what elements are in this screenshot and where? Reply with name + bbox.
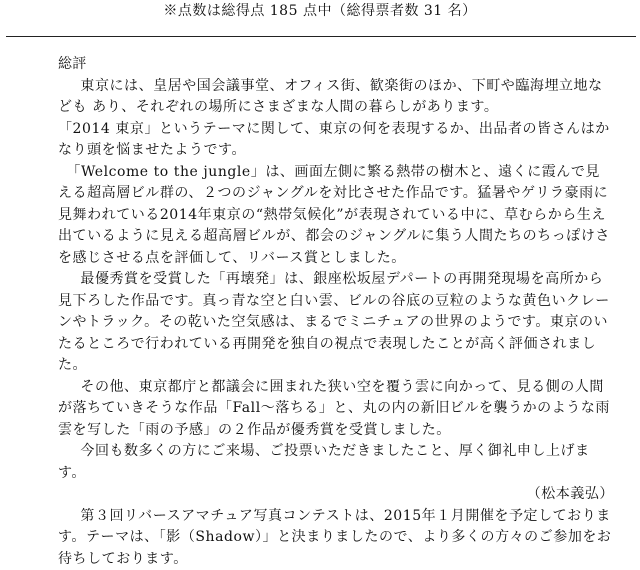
horizontal-divider — [6, 36, 636, 37]
score-note: ※点数は総得点 185 点中（総得票者数 31 名） — [0, 2, 640, 20]
review-body — [58, 54, 614, 570]
section-title: 総評 — [58, 54, 614, 76]
review-paragraph: 「2014 東京」というテーマに関して、東京の何を表現するか、出品者の皆さんはかなり頭を悩ませたようです。 — [58, 119, 614, 162]
signature: （松本義弘） — [58, 484, 614, 506]
review-paragraph: 最優秀賞を受賞した「再壊発」は、銀座松坂屋デパートの再開発現場を高所から見下ろした作品です。真っ青な空と白い雲、ビルの谷底の豆粒のような黄色いクレーンやトラック。その乾いた空気感は、まるでミニチュアの世界のようです。東京のいたるところで行われている再開発を独自の視点で表現したことが高く評価されました。 — [58, 269, 614, 377]
announcement-paragraph: 第３回リバースアマチュア写真コンテストは、2015年１月開催を予定しております。テーマは、「影（Shadow）」と決まりましたので、より多くの方々のご参加をお待ちしております。 — [58, 506, 614, 570]
review-paragraph: 「Welcome to the jungle」は、画面左側に繁る熱帯の樹木と、遠くに霞んで見える超高層ビル群の、２つのジャングルを対比させた作品です。猛暑やゲリラ豪雨に見舞われている2014年東京の“熱帯気候化”が表現されている中に、草むらから生え出ているように見える超高層ビルが、都会のジャングルに集う人間たちのちっぽけさを感じさせる点を評価して、リバース賞としました。 — [58, 162, 614, 270]
review-paragraph: 今回も数多くの方にご来場、ご投票いただきましたこと、厚く御礼申し上げます。 — [58, 441, 614, 484]
review-paragraph: その他、東京都庁と都議会に囲まれた狭い空を覆う雲に向かって、見る側の人間が落ちていきそうな作品「Fall〜落ちる」と、丸の内の新旧ビルを襲うかのような雨雲を写した「雨の予感」の２作品が優秀賞を受賞しました。 — [58, 377, 614, 442]
review-paragraph: 東京には、皇居や国会議事堂、オフィス街、歓楽街のほか、下町や臨海埋立地なども あり、それぞれの場所にさまざまな人間の暮らしがあります。 — [58, 76, 614, 119]
